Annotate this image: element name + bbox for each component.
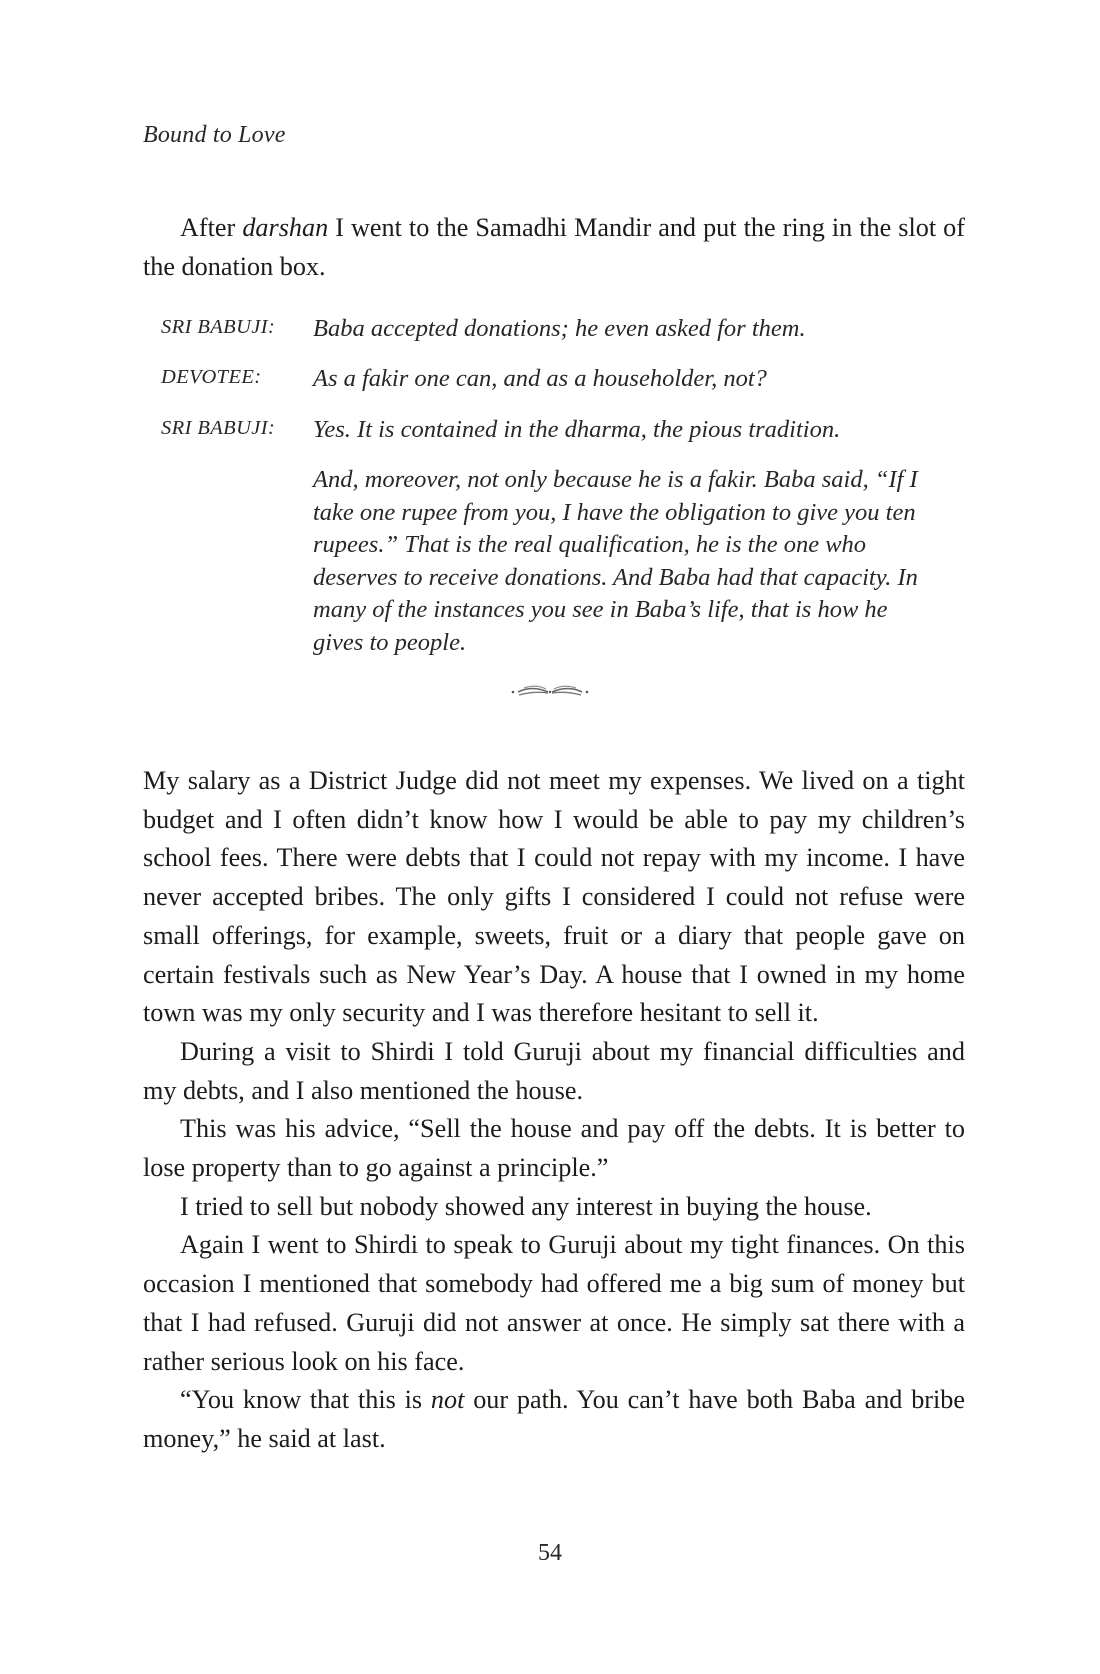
speaker-label: DEVOTEE: bbox=[161, 366, 262, 388]
running-head: Bound to Love bbox=[143, 122, 286, 148]
text-run: our path. You can’t have both Baba and bribe money,” he said at last. bbox=[143, 1385, 965, 1453]
speaker-label: SRI BABUJI: bbox=[161, 316, 276, 338]
paragraph bbox=[143, 1381, 965, 1458]
main-text bbox=[143, 762, 965, 1459]
italic-emphasis: not bbox=[430, 1385, 465, 1415]
paragraph: My salary as a District Judge did not meet my expenses. We lived on a tight budget and I often didn’t know how I would be able to pay my children’s school fees. There were debts that I could not repay with my income. I have never accepted bribes. The only gifts I considered I could not refuse were small offerings, for example, sweets, fruit or a diary that people gave on certain festivals such as New Year’s Day. A house that I owned in my home town was my only security and I was therefore hesitant to sell it. bbox=[143, 766, 965, 1028]
intro-paragraph bbox=[143, 209, 965, 286]
page-number: 54 bbox=[538, 1540, 562, 1566]
section-ornament-icon bbox=[510, 680, 590, 702]
paragraph: Again I went to Shirdi to speak to Guruji about my tight finances. On this occasion I mentioned that somebody had offered me a big sum of money but that I had refused. Guruji did not answer at once. He simply sat there with a rather serious look on his face. bbox=[143, 1230, 965, 1376]
speaker-label: SRI BABUJI: bbox=[161, 417, 276, 439]
paragraph: I tried to sell but nobody showed any interest in buying the house. bbox=[180, 1191, 872, 1221]
text-run: “You know that this is bbox=[180, 1385, 431, 1415]
text-run: I went to the Samadhi Mandir and put the ring in the slot of the donation box. bbox=[143, 213, 965, 281]
speech-text: Baba accepted donations; he even asked for them. bbox=[313, 315, 806, 342]
speech-text: Yes. It is contained in the dharma, the pious tradition. bbox=[313, 416, 841, 443]
text-run: After bbox=[180, 213, 243, 242]
italic-term: darshan bbox=[242, 213, 329, 242]
speech-text: As a fakir one can, and as a householder, not? bbox=[313, 365, 767, 392]
intro-text bbox=[143, 209, 965, 286]
paragraph: During a visit to Shirdi I told Guruji about my financial difficulties and my debts, and I also mentioned the house. bbox=[143, 1036, 965, 1105]
speech-text: And, moreover, not only because he is a fakir. Baba said, “If I take one rupee from you, I have the obligation to give you ten rupees.” That is the real qualification, he is the one who deserves to receive donations. And Baba had that capacity. In many of the instances you see in Baba’s life, that is how he gives to people. bbox=[313, 466, 918, 656]
paragraph: This was his advice, “Sell the house and pay off the debts. It is better to lose property than to go against a principle.” bbox=[143, 1114, 965, 1183]
